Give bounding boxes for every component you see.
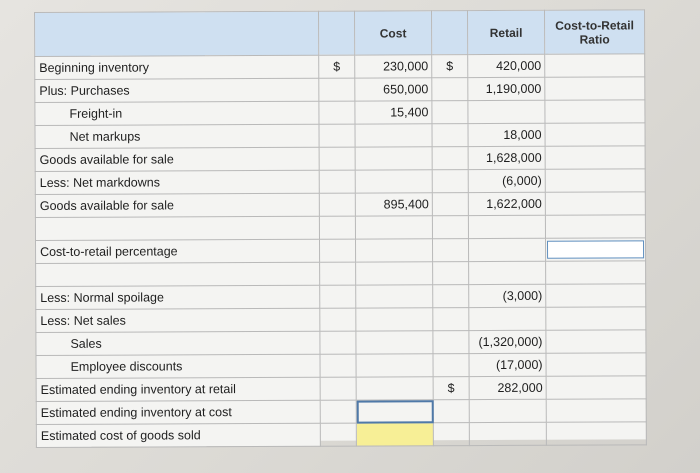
- dollar-cell: [319, 170, 355, 193]
- row-label: Net markups: [35, 124, 319, 148]
- retail-cell[interactable]: (3,000): [469, 284, 546, 307]
- dollar-cell: [319, 78, 355, 101]
- table-row: [35, 77, 645, 103]
- cost-cell[interactable]: [356, 377, 433, 400]
- cost-cell[interactable]: [356, 308, 433, 331]
- cost-cell[interactable]: [356, 331, 433, 354]
- dollar-cell: [432, 147, 468, 170]
- dollar-cell: [319, 239, 355, 262]
- table-row: [36, 353, 646, 379]
- table-row: [35, 238, 645, 264]
- dollar-cell: [433, 308, 469, 331]
- retail-cell[interactable]: (17,000): [469, 353, 546, 376]
- table-row: [36, 376, 646, 402]
- cost-cell[interactable]: 15,400: [355, 101, 432, 124]
- row-label: Estimated cost of goods sold: [36, 423, 320, 447]
- cost-cell[interactable]: [355, 170, 432, 193]
- dollar-cell: [320, 400, 356, 423]
- dollar-cell: [432, 124, 468, 147]
- ratio-cell[interactable]: [546, 307, 646, 330]
- retail-cell[interactable]: (1,320,000): [469, 330, 546, 353]
- cost-cell[interactable]: 230,000: [355, 55, 432, 78]
- row-label: Estimated ending inventory at cost: [36, 400, 320, 424]
- retail-cell[interactable]: [469, 422, 546, 445]
- table-row: [35, 215, 645, 241]
- retail-dollar-sign: $: [432, 55, 468, 78]
- cost-cell[interactable]: [355, 147, 432, 170]
- row-label: [36, 262, 320, 286]
- row-label: Goods available for sale: [35, 147, 319, 171]
- header-cost: Cost: [354, 11, 431, 55]
- dollar-cell: [320, 285, 356, 308]
- ratio-cell[interactable]: [545, 192, 645, 215]
- retail-cell[interactable]: (6,000): [468, 169, 545, 192]
- cost-cell[interactable]: [355, 239, 432, 262]
- ratio-cell[interactable]: [545, 123, 645, 146]
- retail-inventory-table: [34, 9, 647, 448]
- row-label: Cost-to-retail percentage: [35, 239, 319, 263]
- dollar-cell: [320, 377, 356, 400]
- row-label: Plus: Purchases: [35, 78, 319, 102]
- retail-cell[interactable]: [469, 399, 546, 422]
- dollar-cell: [320, 354, 356, 377]
- row-label: [35, 216, 319, 240]
- dollar-cell: [433, 331, 469, 354]
- cost-cell[interactable]: 895,400: [355, 193, 432, 216]
- dollar-cell: [319, 124, 355, 147]
- dollar-cell: [432, 193, 468, 216]
- cost-cell[interactable]: [356, 354, 433, 377]
- row-label: Estimated ending inventory at retail: [36, 377, 320, 401]
- row-label: Sales: [36, 331, 320, 355]
- cogs-input[interactable]: [356, 423, 433, 446]
- header-row: [35, 10, 645, 57]
- ratio-cell[interactable]: [545, 169, 645, 192]
- ratio-cell[interactable]: [546, 422, 646, 445]
- retail-cell[interactable]: 18,000: [468, 123, 545, 146]
- ending-cost-input[interactable]: [356, 400, 433, 423]
- ratio-cell[interactable]: [546, 330, 646, 353]
- header-ratio: Cost-to-Retail Ratio: [544, 10, 644, 54]
- table-row: [36, 261, 646, 287]
- ratio-cell[interactable]: [545, 146, 645, 169]
- header-blank: [318, 11, 354, 55]
- header-blank: [431, 11, 467, 55]
- dollar-cell: [432, 170, 468, 193]
- table-row: [35, 100, 645, 126]
- retail-cell[interactable]: [468, 100, 545, 123]
- cost-dollar-sign: $: [319, 55, 355, 78]
- ratio-cell[interactable]: [546, 399, 646, 422]
- retail-cell[interactable]: 1,622,000: [468, 192, 545, 215]
- dollar-cell: [433, 423, 469, 446]
- header-retail: Retail: [467, 10, 544, 54]
- dollar-cell: [433, 354, 469, 377]
- ratio-cell[interactable]: [546, 284, 646, 307]
- dollar-cell: [432, 101, 468, 124]
- worksheet: [34, 9, 646, 442]
- ratio-cell[interactable]: [545, 238, 645, 261]
- row-label: Goods available for sale: [35, 193, 319, 217]
- row-label: Employee discounts: [36, 354, 320, 378]
- retail-dollar-sign: $: [433, 377, 469, 400]
- dollar-cell: [433, 285, 469, 308]
- cost-cell[interactable]: [355, 124, 432, 147]
- table-row: [35, 54, 645, 80]
- table-row: [36, 330, 646, 356]
- ratio-cell[interactable]: [545, 77, 645, 100]
- ratio-cell[interactable]: [546, 353, 646, 376]
- cost-cell[interactable]: [356, 285, 433, 308]
- row-label: Less: Normal spoilage: [36, 285, 320, 309]
- row-label: Less: Net sales: [36, 308, 320, 332]
- table-row: [35, 192, 645, 218]
- table-row: [35, 146, 645, 172]
- retail-cell[interactable]: 1,190,000: [468, 77, 545, 100]
- ratio-input[interactable]: [547, 240, 644, 258]
- cost-cell[interactable]: 650,000: [355, 78, 432, 101]
- dollar-cell: [319, 147, 355, 170]
- dollar-cell: [319, 101, 355, 124]
- ratio-cell[interactable]: [545, 54, 645, 77]
- retail-cell[interactable]: [469, 307, 546, 330]
- dollar-cell: [432, 239, 468, 262]
- dollar-cell: [320, 308, 356, 331]
- dollar-cell: [432, 78, 468, 101]
- header-blank: [35, 11, 319, 56]
- retail-cell[interactable]: 282,000: [469, 376, 546, 399]
- table-row: [36, 422, 646, 448]
- table-row: [35, 123, 645, 149]
- retail-cell[interactable]: 1,628,000: [468, 146, 545, 169]
- ratio-cell[interactable]: [545, 100, 645, 123]
- table-row: [36, 284, 646, 310]
- ratio-cell[interactable]: [546, 376, 646, 399]
- table-row: [35, 169, 645, 195]
- retail-cell[interactable]: [468, 238, 545, 261]
- row-label: Beginning inventory: [35, 55, 319, 79]
- dollar-cell: [433, 400, 469, 423]
- row-label: Freight-in: [35, 101, 319, 125]
- dollar-cell: [320, 423, 356, 446]
- table-row: [36, 307, 646, 333]
- table-row: [36, 399, 646, 425]
- dollar-cell: [319, 193, 355, 216]
- dollar-cell: [320, 331, 356, 354]
- retail-cell[interactable]: 420,000: [468, 54, 545, 77]
- row-label: Less: Net markdowns: [35, 170, 319, 194]
